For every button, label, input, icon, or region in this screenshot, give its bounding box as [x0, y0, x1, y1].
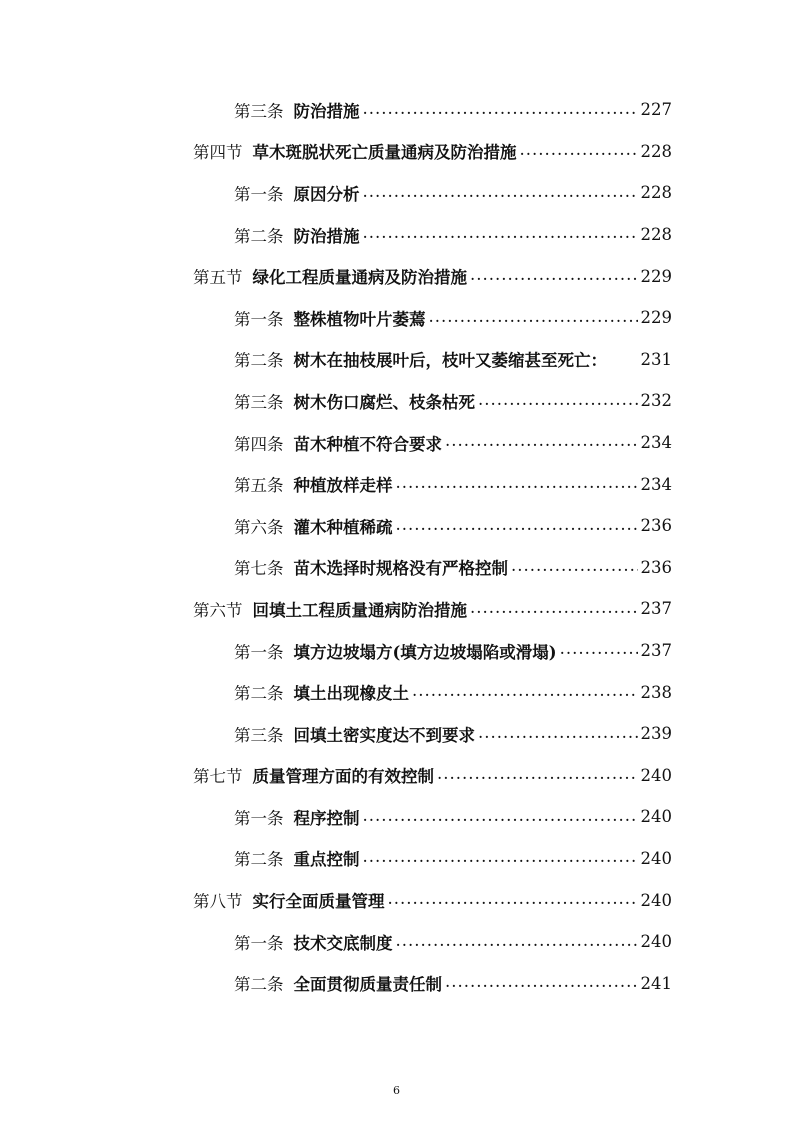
toc-article-entry[interactable]: [0, 89, 672, 131]
toc-section-entry[interactable]: [0, 755, 672, 797]
toc-entry-title: 回填土密实度达不到要求: [293, 725, 475, 745]
toc-entry-title: 树木在抽枝展叶后，枝叶又萎缩甚至死亡：: [293, 351, 607, 371]
toc-entry-page: 236: [640, 557, 672, 577]
toc-entry-title: 重点控制: [293, 850, 360, 870]
toc-entry-title: 种植放样走样: [293, 476, 393, 496]
toc-article-entry[interactable]: [0, 630, 672, 672]
toc-entry-title: 程序控制: [293, 808, 360, 828]
toc-entry-number: 第三条: [234, 725, 284, 745]
toc-entry-number: 第二条: [234, 226, 284, 246]
toc-entry-page: 240: [640, 765, 672, 785]
toc-article-entry[interactable]: [0, 921, 672, 963]
dot-leader: [388, 890, 638, 910]
toc-entry-number: 第一条: [234, 933, 284, 953]
toc-entry-page: 241: [640, 973, 672, 993]
toc-entry-title: 整株植物叶片萎蔫: [293, 309, 426, 329]
toc-entry-number: 第二条: [234, 351, 284, 371]
toc-article-entry[interactable]: [0, 505, 672, 547]
toc-entry-title: 填土出现橡皮土: [293, 684, 409, 704]
toc-entry-page: 237: [640, 599, 672, 619]
toc-entry-title: 防治措施: [293, 226, 360, 246]
toc-section-entry[interactable]: [0, 588, 672, 630]
toc-entry-number: 第五节: [193, 268, 243, 288]
dot-leader: [396, 932, 638, 952]
toc-entry-title: 全面贯彻质量责任制: [293, 975, 442, 995]
toc-entry-title: 草木斑脱状死亡质量通病及防治措施: [252, 143, 517, 163]
toc-entry-title: 灌木种植稀疏: [293, 517, 393, 537]
toc-entry-page: 236: [640, 516, 672, 536]
toc-entry-title: 填方边坡塌方(填方边坡塌陷或滑塌): [293, 642, 557, 662]
toc-entry-title: 原因分析: [293, 184, 360, 204]
toc-entry-page: 240: [640, 890, 672, 910]
toc-section-entry[interactable]: [0, 255, 672, 297]
toc-entry-page: 229: [640, 266, 672, 286]
toc-article-entry[interactable]: [0, 339, 672, 381]
toc-article-entry[interactable]: [0, 838, 672, 880]
toc-article-entry[interactable]: [0, 671, 672, 713]
toc-article-entry[interactable]: [0, 463, 672, 505]
toc-entry-page: 229: [640, 308, 672, 328]
toc-entry-page: 240: [640, 807, 672, 827]
toc-entry-title: 实行全面质量管理: [252, 892, 385, 912]
toc-article-entry[interactable]: [0, 547, 672, 589]
toc-entry-number: 第七节: [193, 767, 243, 787]
toc-entry-number: 第四节: [193, 143, 243, 163]
toc-entry-page: 240: [640, 848, 672, 868]
dot-leader: [478, 724, 638, 744]
toc-entry-title: 苗木种植不符合要求: [293, 434, 442, 454]
dot-leader: [470, 599, 638, 619]
dot-leader: [363, 849, 638, 869]
toc-entry-number: 第三条: [234, 101, 284, 121]
toc-section-entry[interactable]: [0, 131, 672, 173]
toc-article-entry[interactable]: [0, 214, 672, 256]
dot-leader: [560, 641, 638, 661]
toc-article-entry[interactable]: [0, 796, 672, 838]
toc-entry-page: 240: [640, 932, 672, 952]
toc-article-entry[interactable]: [0, 172, 672, 214]
toc-entry-number: 第三条: [234, 392, 284, 412]
toc-entry-page: 239: [640, 724, 672, 744]
toc-article-entry[interactable]: [0, 713, 672, 755]
toc-article-entry[interactable]: [0, 297, 672, 339]
toc-entry-number: 第六条: [234, 517, 284, 537]
toc-entry-number: 第四条: [234, 434, 284, 454]
toc-article-entry[interactable]: [0, 380, 672, 422]
toc-entry-page: 237: [640, 641, 672, 661]
dot-leader: [470, 266, 638, 286]
toc-entry-title: 绿化工程质量通病及防治措施: [252, 268, 467, 288]
toc-entry-number: 第二条: [234, 850, 284, 870]
toc-entry-number: 第八节: [193, 892, 243, 912]
toc-article-entry[interactable]: [0, 962, 672, 1004]
toc-entry-page: 234: [640, 433, 672, 453]
dot-leader: [396, 516, 638, 536]
toc-entry-title: 回填土工程质量通病防治措施: [252, 600, 467, 620]
toc-entry-number: 第五条: [234, 476, 284, 496]
toc-entry-number: 第七条: [234, 559, 284, 579]
dot-leader: [396, 474, 638, 494]
toc-entry-title: 技术交底制度: [293, 933, 393, 953]
dot-leader: [520, 141, 638, 161]
dot-leader: [610, 349, 638, 369]
dot-leader: [511, 557, 638, 577]
table-of-contents: [0, 89, 793, 1004]
toc-entry-number: 第一条: [234, 184, 284, 204]
dot-leader: [363, 183, 638, 203]
toc-entry-title: 防治措施: [293, 101, 360, 121]
toc-entry-number: 第一条: [234, 642, 284, 662]
toc-entry-page: 227: [640, 100, 672, 120]
toc-entry-page: 228: [640, 141, 672, 161]
toc-entry-number: 第二条: [234, 684, 284, 704]
toc-entry-page: 234: [640, 474, 672, 494]
page-number: 6: [393, 1084, 400, 1097]
toc-entry-page: 231: [640, 349, 672, 369]
dot-leader: [363, 100, 638, 120]
dot-leader: [363, 807, 638, 827]
toc-entry-title: 质量管理方面的有效控制: [252, 767, 434, 787]
toc-entry-page: 228: [640, 225, 672, 245]
dot-leader: [437, 765, 638, 785]
toc-entry-number: 第六节: [193, 600, 243, 620]
toc-entry-title: 树木伤口腐烂、枝条枯死: [293, 392, 475, 412]
toc-entry-number: 第二条: [234, 975, 284, 995]
toc-section-entry[interactable]: [0, 879, 672, 921]
toc-entry-page: 228: [640, 183, 672, 203]
dot-leader: [445, 433, 638, 453]
dot-leader: [412, 682, 638, 702]
dot-leader: [478, 391, 638, 411]
toc-article-entry[interactable]: [0, 422, 672, 464]
dot-leader: [429, 308, 638, 328]
toc-entry-number: 第一条: [234, 808, 284, 828]
toc-entry-page: 238: [640, 682, 672, 702]
toc-entry-number: 第一条: [234, 309, 284, 329]
dot-leader: [445, 973, 638, 993]
dot-leader: [363, 225, 638, 245]
toc-entry-title: 苗木选择时规格没有严格控制: [293, 559, 508, 579]
toc-entry-page: 232: [640, 391, 672, 411]
